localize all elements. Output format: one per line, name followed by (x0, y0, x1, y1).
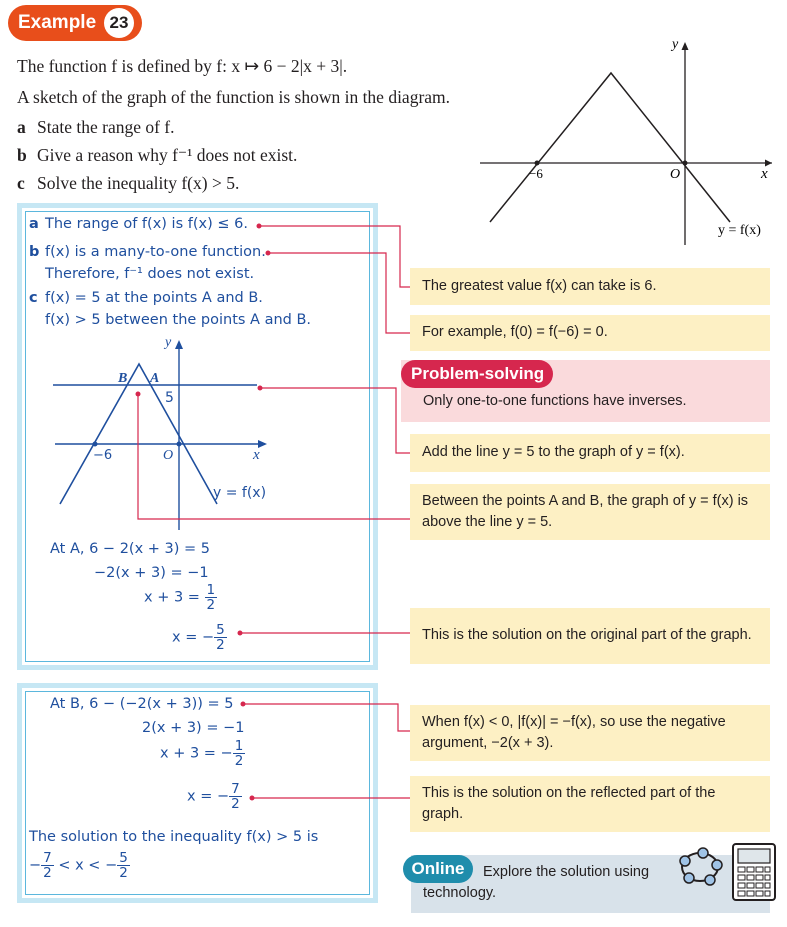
tick-label: −6 (93, 448, 113, 463)
work-text: x = − (187, 788, 230, 805)
solution-b-line2: Therefore, f⁻¹ does not exist. (45, 266, 255, 282)
work-line-2: −2(x + 3) = −1 (94, 565, 209, 581)
x-axis-label: x (253, 447, 260, 463)
point-b-label: B (118, 371, 128, 386)
y-axis-label: y (165, 335, 172, 350)
fraction-num: 5 (216, 622, 225, 638)
geogebra-icon[interactable] (676, 845, 724, 889)
answer-neg: − (29, 857, 42, 874)
tick-label: −6 (529, 166, 543, 181)
connector-dot (250, 796, 255, 801)
connector-3 (260, 388, 410, 453)
part-letter: c (17, 173, 25, 193)
solution-text: f(x) is a many-to-one function. (45, 244, 266, 260)
x-axis-label: x (761, 166, 768, 182)
solution-letter: b (29, 244, 40, 260)
example-label: Example (18, 12, 97, 33)
note-negative-argument: When f(x) < 0, |f(x)| = −f(x), so use the negative argument, −2(x + 3). (410, 705, 770, 761)
solution-letter: a (29, 216, 39, 232)
work-text: x + 3 = − (160, 745, 233, 762)
solution-c-line2: f(x) > 5 between the points A and B. (45, 312, 312, 328)
fraction-num: 7 (43, 850, 52, 866)
fraction-den: 2 (216, 637, 225, 654)
note-between-points: Between the points A and B, the graph of y = f(x) is above the line y = 5. (410, 484, 770, 540)
fraction-num: 1 (234, 738, 244, 754)
part-text: State the range of f. (37, 117, 175, 137)
part-letter: b (17, 145, 27, 165)
problem-solving-label: Problem-solving (401, 360, 553, 388)
work-text: x + 3 = (144, 589, 200, 606)
work-line-6: 2(x + 3) = −1 (142, 720, 245, 736)
fraction-num: 7 (231, 781, 240, 797)
work-text: x = − (172, 629, 215, 646)
connector-2 (268, 253, 410, 333)
solution-letter: c (29, 290, 38, 306)
curve-label: y = f(x) (213, 485, 267, 501)
work-line-1: At A, 6 − 2(x + 3) = 5 (50, 541, 210, 557)
fraction-den: 2 (206, 597, 216, 614)
origin-label: O (670, 167, 681, 182)
calculator-icon[interactable] (731, 842, 777, 902)
connector-dot (266, 251, 271, 256)
note-original-part: This is the solution on the original part of the graph. (410, 608, 770, 664)
fraction-den: 2 (43, 865, 52, 882)
solution-text: f(x) = 5 at the points A and B. (45, 290, 263, 306)
fraction-den: 2 (231, 796, 240, 813)
fraction-den: 2 (119, 865, 128, 882)
part-letter: a (17, 117, 26, 137)
note-example: For example, f(0) = f(−6) = 0. (410, 315, 770, 351)
note-add-line: Add the line y = 5 to the graph of y = f(x). (410, 434, 770, 472)
part-text: Give a reason why f⁻¹ does not exist. (37, 145, 298, 165)
online-text: Explore the solution using technology. (423, 864, 650, 902)
y-axis-label: y (672, 37, 679, 52)
work-line-5: At B, 6 − (−2(x + 3)) = 5 (50, 696, 234, 712)
example-number: 23 (104, 8, 134, 38)
connector-dot (238, 631, 243, 636)
question-sketch: A sketch of the graph of the function is shown in the diagram. (17, 87, 451, 107)
fraction-num: 1 (206, 582, 216, 598)
part-text: Solve the inequality f(x) > 5. (37, 173, 240, 193)
five-label: 5 (165, 390, 174, 406)
connector-dot (136, 392, 141, 397)
solution-text: The range of f(x) is f(x) ≤ 6. (45, 216, 248, 232)
note-greatest-value: The greatest value f(x) can take is 6. (410, 268, 770, 305)
conclusion-text: The solution to the inequality f(x) > 5 is (29, 829, 319, 845)
connector-6 (243, 704, 410, 731)
connector-1 (259, 226, 410, 287)
point-a-label: A (150, 371, 160, 386)
fraction-den: 2 (234, 753, 244, 770)
note-reflected-part: This is the solution on the reflected part of the graph. (410, 776, 770, 832)
connector-4 (138, 394, 410, 519)
connector-dot (258, 386, 263, 391)
online-label[interactable]: Online (403, 855, 473, 883)
curve-label: y = f(x) (718, 223, 761, 238)
connector-dot (257, 224, 262, 229)
answer-lt: < x < − (58, 857, 118, 874)
origin-label: O (163, 448, 174, 463)
connector-dot (241, 702, 246, 707)
fraction-num: 5 (119, 850, 128, 866)
question-intro: The function f is defined by f: x ↦ 6 − 2|x + 3|. (17, 56, 348, 76)
problem-solving-text: Only one-to-one functions have inverses. (423, 393, 687, 410)
